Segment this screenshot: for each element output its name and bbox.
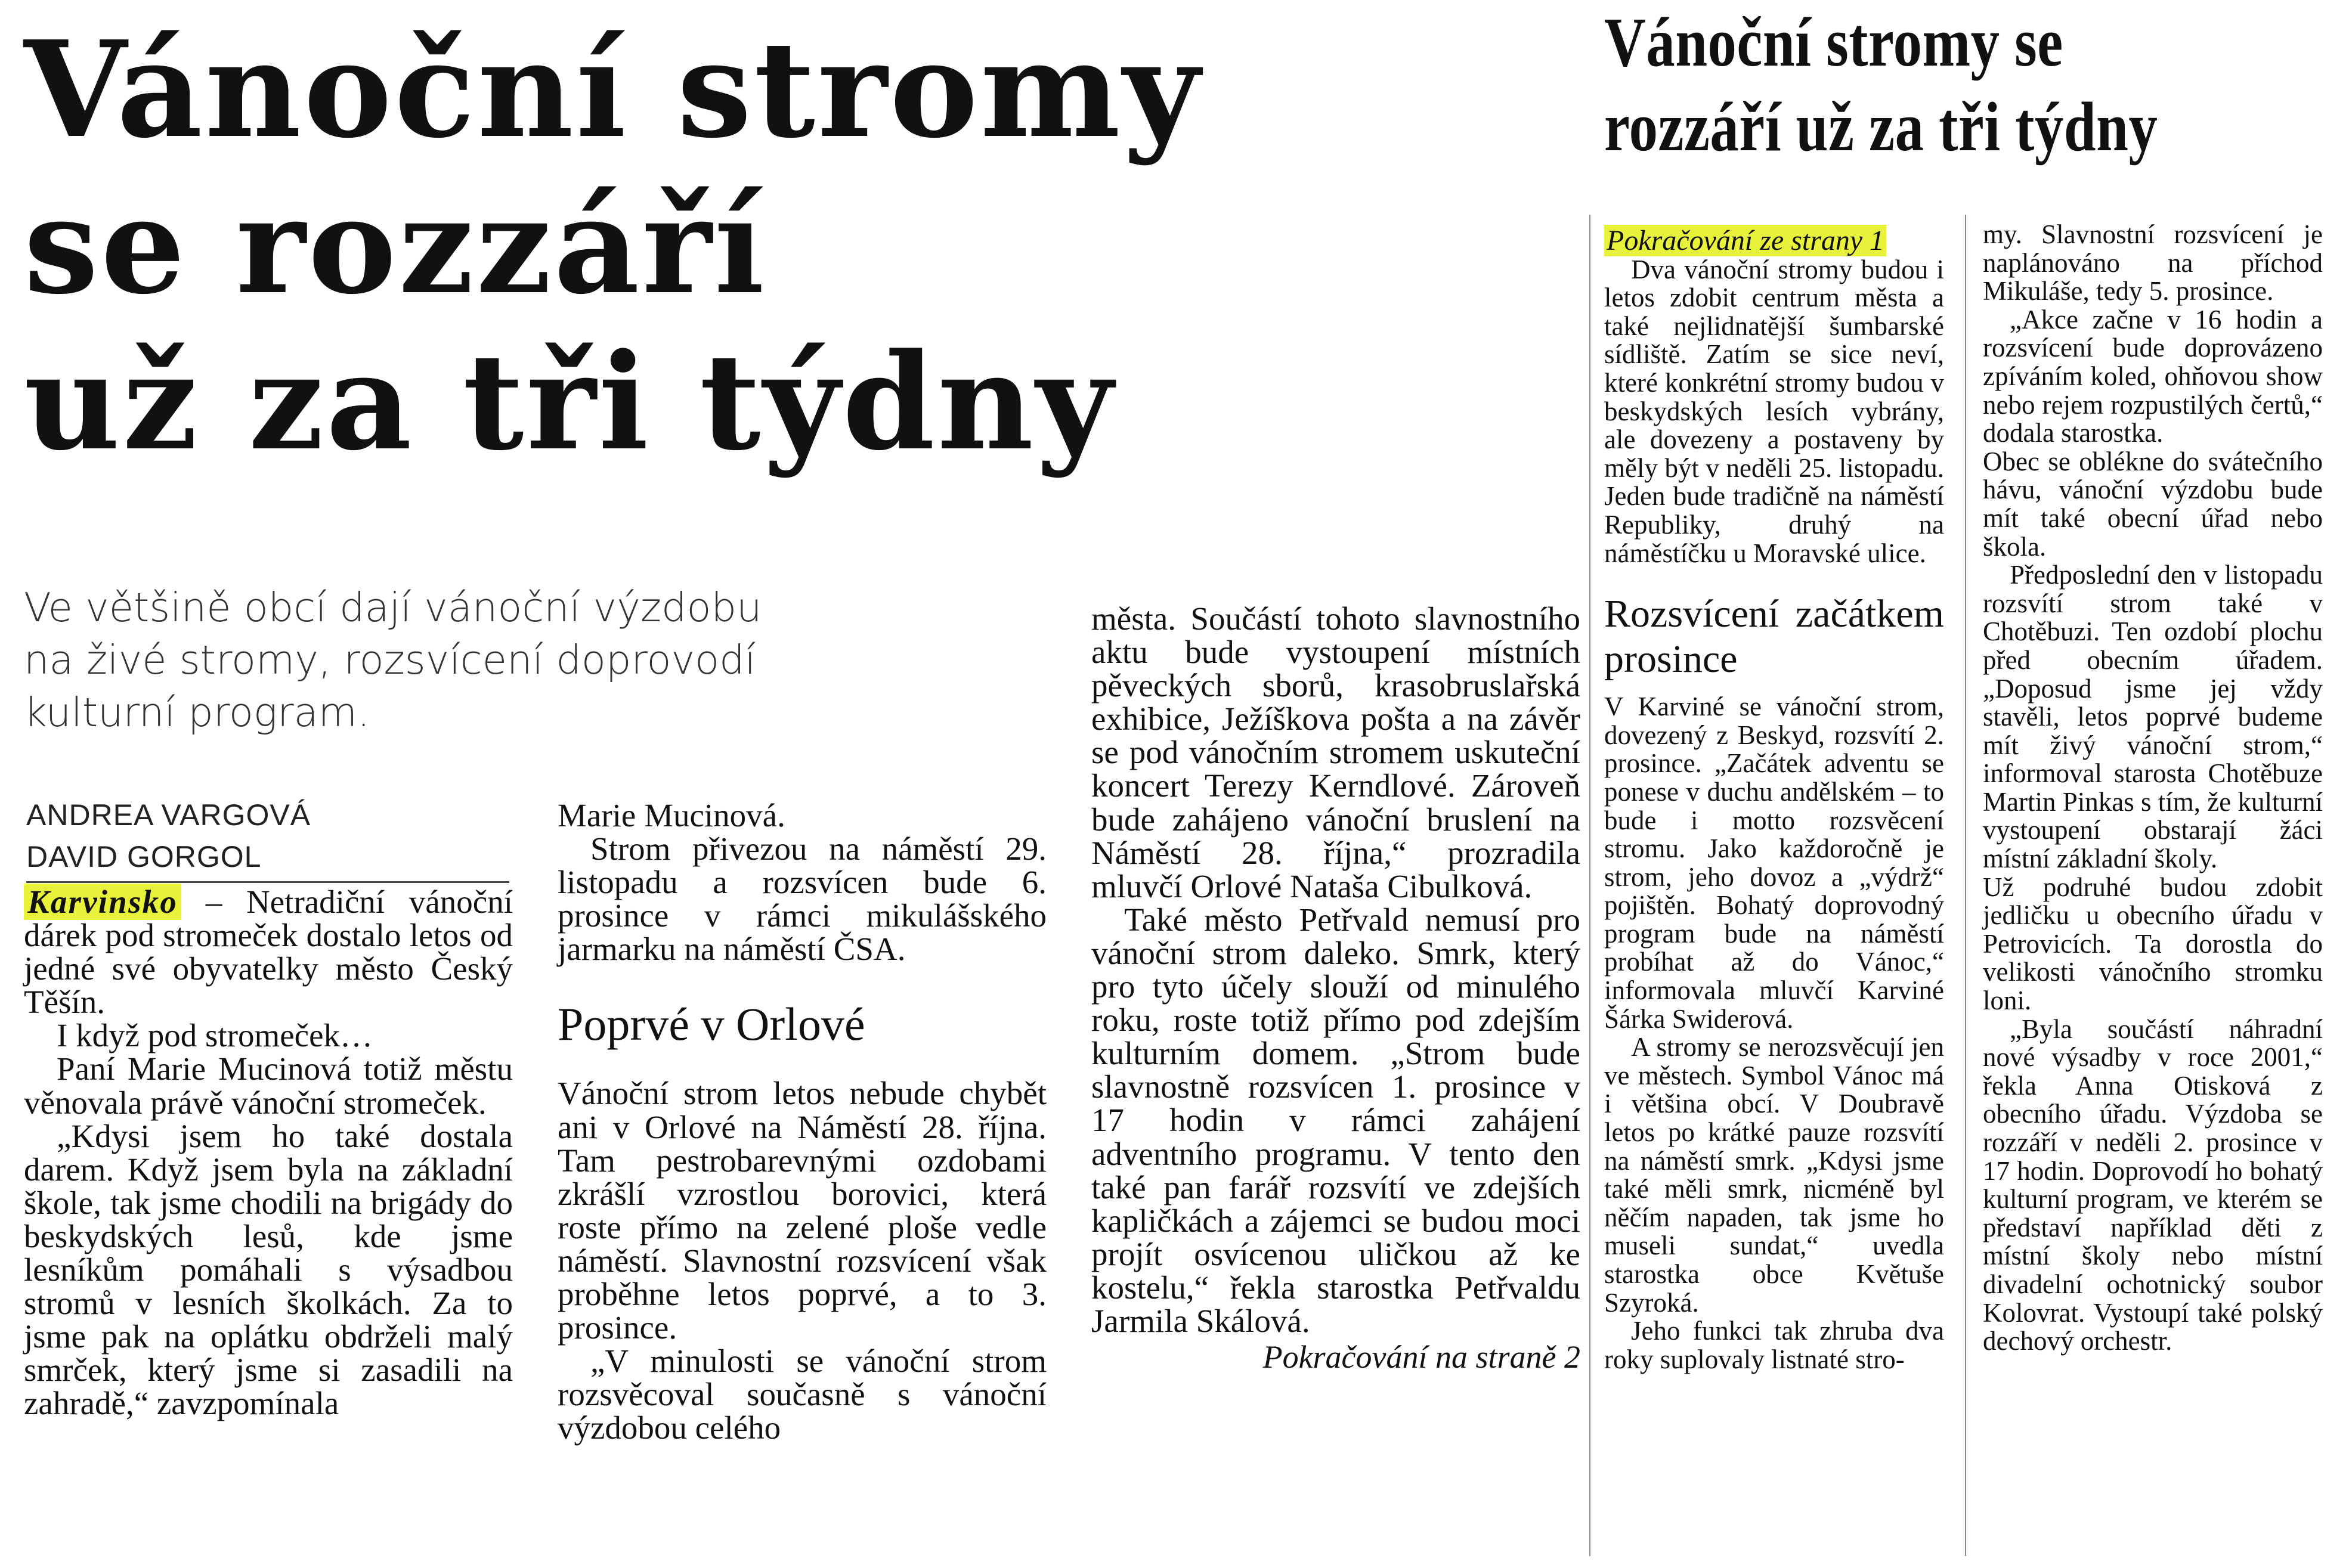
article-paragraph: I když pod stromeček… [57, 1017, 373, 1054]
continuation-column-2 [1983, 221, 2323, 1356]
continuation-headline-line-2: rozzáří už za tři týdny [1604, 88, 2158, 166]
article-paragraph: A stromy se nerozsvěcují jen ve městech. Symbol Vánoc má i většina obcí. V Doubravě letos po krátké pauze rozsvítí na náměstí smrk. „Kdysi jsme také měli smrk, nicméně byl něčím napaden, tak jsme ho museli sundat,“ uvedla starostka obce Květuše Szyroká. [1604, 1032, 1944, 1318]
article-column-1 [24, 885, 513, 1421]
column-separator [1965, 215, 1966, 1556]
continuation-headline [1604, 0, 2338, 169]
lead-paragraph [24, 581, 906, 739]
lead-line-1: Ve většině obcí dají vánoční výzdobu [24, 584, 762, 631]
article-paragraph: Strom přivezou na náměstí 29. listopadu a rozsvícen bude 6. prosince v rámci mikulášského jarmarku na náměstí ČSA. [558, 831, 1047, 968]
article-paragraph: „Akce začne v 16 hodin a rozsvícení bude doprovázeno zpíváním koled, ohňovou show nebo rejem rozpustilých čertů,“ dodala starostka. [1983, 304, 2323, 448]
column-separator [1589, 215, 1590, 1556]
article-column-2 [558, 799, 1047, 1445]
article-paragraph: Marie Mucinová. [558, 797, 785, 833]
subheading-orlova: Poprvé v Orlové [558, 998, 865, 1051]
article-paragraph: Také město Petřvald nemusí pro vánoční strom daleko. Smrk, který pro tyto účely slouží od minulého roku, roste totiž přímo pod zdejším kulturním domem. „Strom bude slavnostně rozsvícen 1. prosince v 17 hodin v rámci zahájení adventního programu. V tento den také pan farář rozsvítí ve zdejších kapličkách a zájemci se budou moci projít osvícenou uličkou až ke kostelu,“ řekla starostka Petřvaldu Jarmila Skálová. [1091, 901, 1580, 1339]
continuation-note [1604, 227, 1944, 256]
article-paragraph: Jeho funkci tak zhruba dva roky suplovaly listnaté stro- [1604, 1316, 1944, 1374]
paragraph-text: – Netradiční vánoční dárek pod stromeček dostalo letos od jedné své obyvatelky město Český Těšín. [24, 884, 513, 1021]
article-paragraph [24, 885, 513, 1019]
headline-line-2: se rozzáří [24, 169, 767, 324]
byline [26, 794, 515, 883]
continuation-headline-line-1: Vánoční stromy se [1604, 3, 2063, 81]
article-paragraph: Už podruhé budou zdobit jedličku u obecního úřadu v Petrovicích. Ta dorostla do velikosti vánočního stromku loni. [1983, 872, 2323, 1016]
headline-line-1: Vánoční stromy [24, 13, 1202, 168]
article-column-3 [1091, 602, 1580, 1374]
article-paragraph: „Byla součástí náhradní nové výsadby v roce 2001,“ řekla Anna Otisková z obecního úřadu. Výzdoba se rozzáří v neděli 2. prosince v 17 hodin. Doprovodí ho bohatý kulturní program, ve kterém se představí například děti z místní školy nebo místní divadelní ochotnický soubor Kolovrat. Vystoupí také polský dechový orchestr. [1983, 1014, 2323, 1356]
dateline-place: Karvinsko [24, 884, 181, 920]
subheading-rozsviceni: Rozsvícení začátkem prosince [1604, 592, 1944, 681]
article-paragraph: města. Součástí tohoto slavnostního aktu bude vystoupení místních pěveckých sborů, krasobruslařská exhibice, Ježíškova pošta a na závěr se pod vánočním stromem uskuteční koncert Terezy Kerndlové. Zároveň bude zahájeno vánoční bruslení na Náměstí 28. října,“ prozradila mluvčí Orlové Nataša Cibulková. [1091, 600, 1580, 904]
article-paragraph: V Karviné se vánoční strom, dovezený z Beskyd, rozsvítí 2. prosince. „Začátek adventu se ponese v duchu andělském – to bude i motto rozsvěcení stromu. Jako každoročně je strom, jeho dovoz a „výdrž“ pojištěn. Bohatý doprovodný program bude na náměstí probíhat až do Vánoc,“ informovala mluvčí Karviné Šárka Swiderová. [1604, 692, 1944, 1034]
article-paragraph: Vánoční strom letos nebude chybět ani v Orlové na Náměstí 28. října. Tam pestrobarevnými ozdobami zkrášlí vzrostlou borovici, která roste přímo na zelené ploše vedle náměstí. Slavnostní rozsvícení však proběhne letos poprvé, a to 3. prosince. [558, 1075, 1047, 1346]
article-paragraph: Paní Marie Mucinová totiž městu věnovala právě vánoční stromeček. [24, 1051, 513, 1121]
lead-line-3: kulturní program. [24, 689, 370, 736]
continuation-column-1 [1604, 227, 1944, 1374]
author-1: ANDREA VARGOVÁ [26, 798, 311, 832]
author-2: DAVID GORGOL [26, 840, 262, 873]
headline-line-3: už za tři týdny [24, 325, 1116, 480]
continued-on-page-2: Pokračování na straně 2 [1262, 1339, 1580, 1375]
article-paragraph: Obec se oblékne do svátečního hávu, vánoční výzdobu bude mít také obecní úřad nebo škola. [1983, 446, 2323, 562]
lead-line-2: na živé stromy, rozsvícení doprovodí [24, 637, 756, 683]
article-paragraph: my. Slavnostní rozsvícení je naplánováno na příchod Mikuláše, tedy 5. prosince. [1983, 219, 2323, 306]
main-headline [24, 12, 1527, 481]
byline-rule [26, 881, 509, 883]
article-paragraph: Dva vánoční stromy budou i letos zdobit centrum města a také nejlidnatější šumbarské sídliště. Zatím se sice neví, které konkrétní stromy budou v beskydských lesích vybrány, ale dovezeny a postaveny by měly být v neděli 25. listopadu. Jeden bude tradičně na náměstí Republiky, druhý na náměstíčku u Moravské ulice. [1604, 254, 1944, 568]
continued-from-page-1: Pokračování ze strany 1 [1604, 225, 1886, 256]
article-paragraph: „Kdysi jsem ho také dostala darem. Když jsem byla na základní škole, tak jsme chodili na brigády do beskydských lesů, kde jsme lesníkům pomáhali s výsadbou stromů v lesních školkách. Za to jsme pak na oplátku obdrželi malý smrček, který jsme si zasadili na zahradě,“ zavzpomínala [24, 1117, 513, 1422]
article-paragraph: Předposlední den v listopadu rozsvítí strom také v Chotěbuzi. Ten ozdobí plochu před obecním úřadem. „Doposud jsme jej vždy stavěli, letos poprvé budeme mít živý vánoční strom,“ informoval starosta Chotěbuze Martin Pinkas s tím, že kulturní vystoupení obstarají žáci místní základní školy. [1983, 560, 2323, 874]
article-paragraph: „V minulosti se vánoční strom rozsvěcoval současně s vánoční výzdobou celého [558, 1343, 1047, 1446]
